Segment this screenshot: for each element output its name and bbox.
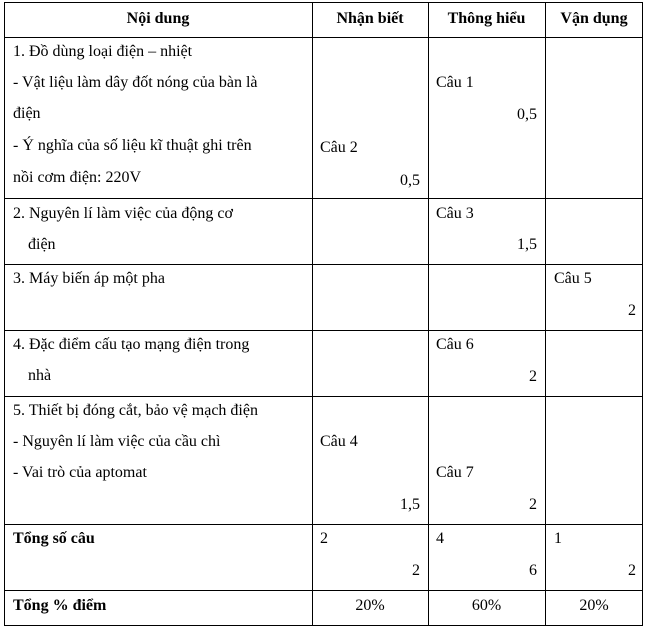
row-5-thong-hieu-points: 2 xyxy=(529,496,537,513)
header-nhan-biet: Nhận biết xyxy=(336,10,404,27)
row-3-van-dung-question: Câu 5 xyxy=(554,270,592,287)
row-5-nhan-biet-question: Câu 4 xyxy=(320,433,358,450)
table-border xyxy=(4,625,643,626)
row-2-thong-hieu-points: 1,5 xyxy=(517,236,537,253)
row-3-content-line: 3. Máy biến áp một pha xyxy=(13,270,165,287)
row-1-thong-hieu-question: Câu 1 xyxy=(436,74,474,91)
row-1-nhan-biet-question: Câu 2 xyxy=(320,139,358,156)
total-nhan-biet-points: 2 xyxy=(412,562,420,579)
table-rule xyxy=(4,198,643,199)
row-5-nhan-biet-points: 1,5 xyxy=(400,496,420,513)
table-rule xyxy=(4,330,643,331)
row-5-content-line: - Nguyên lí làm việc của cầu chì xyxy=(13,433,221,450)
row-1-content-line: - Ý nghĩa của số liệu kĩ thuật ghi trên xyxy=(13,137,252,154)
total-percent-thong-hieu: 60% xyxy=(471,597,502,614)
row-4-thong-hieu-points: 2 xyxy=(529,368,537,385)
total-van-dung-points: 2 xyxy=(628,562,636,579)
total-van-dung-count: 1 xyxy=(554,530,562,547)
row-4-content-line: nhà xyxy=(28,367,52,384)
table-rule xyxy=(428,2,429,626)
total-percent-van-dung: 20% xyxy=(579,597,609,614)
total-thong-hieu-count: 4 xyxy=(436,530,444,547)
row-4-content-line: 4. Đặc điểm cấu tạo mạng điện trong xyxy=(13,336,250,353)
table-border xyxy=(4,2,5,626)
table-rule xyxy=(4,264,643,265)
header-thong-hieu: Thông hiểu xyxy=(447,10,526,27)
table-border xyxy=(642,2,643,626)
exam-matrix-table xyxy=(4,2,643,626)
row-1-thong-hieu-points: 0,5 xyxy=(517,106,537,123)
row-2-content-line: điện xyxy=(28,236,56,253)
row-5-thong-hieu-question: Câu 7 xyxy=(436,464,474,481)
total-percent-label: Tổng % điểm xyxy=(13,597,107,614)
row-1-content-line: - Vật liệu làm dây đốt nóng của bàn là xyxy=(13,74,258,91)
row-2-content-line: 2. Nguyên lí làm việc của động cơ xyxy=(13,205,233,222)
header-content: Nội dung xyxy=(126,10,190,27)
table-border xyxy=(4,2,643,3)
row-5-content-line: - Vai trò của aptomat xyxy=(13,464,147,481)
row-1-content-line: nồi cơm điện: 220V xyxy=(13,169,141,186)
table-rule xyxy=(4,396,643,397)
row-3-van-dung-points: 2 xyxy=(628,302,636,319)
header-van-dung: Vận dụng xyxy=(560,10,628,27)
table-rule xyxy=(4,590,643,591)
table-rule xyxy=(4,524,643,525)
total-questions-label: Tổng số câu xyxy=(13,530,95,547)
table-rule xyxy=(312,2,313,626)
row-1-content-line: 1. Đồ dùng loại điện – nhiệt xyxy=(13,43,193,60)
table-rule xyxy=(4,37,643,38)
total-percent-nhan-biet: 20% xyxy=(355,597,385,614)
total-thong-hieu-points: 6 xyxy=(529,562,537,579)
total-nhan-biet-count: 2 xyxy=(320,530,328,547)
row-4-thong-hieu-question: Câu 6 xyxy=(436,336,474,353)
row-1-nhan-biet-points: 0,5 xyxy=(400,172,420,189)
row-1-content-line: điện xyxy=(13,105,41,122)
row-5-content-line: 5. Thiết bị đóng cắt, bảo vệ mạch điện xyxy=(13,402,258,419)
row-2-thong-hieu-question: Câu 3 xyxy=(436,205,474,222)
